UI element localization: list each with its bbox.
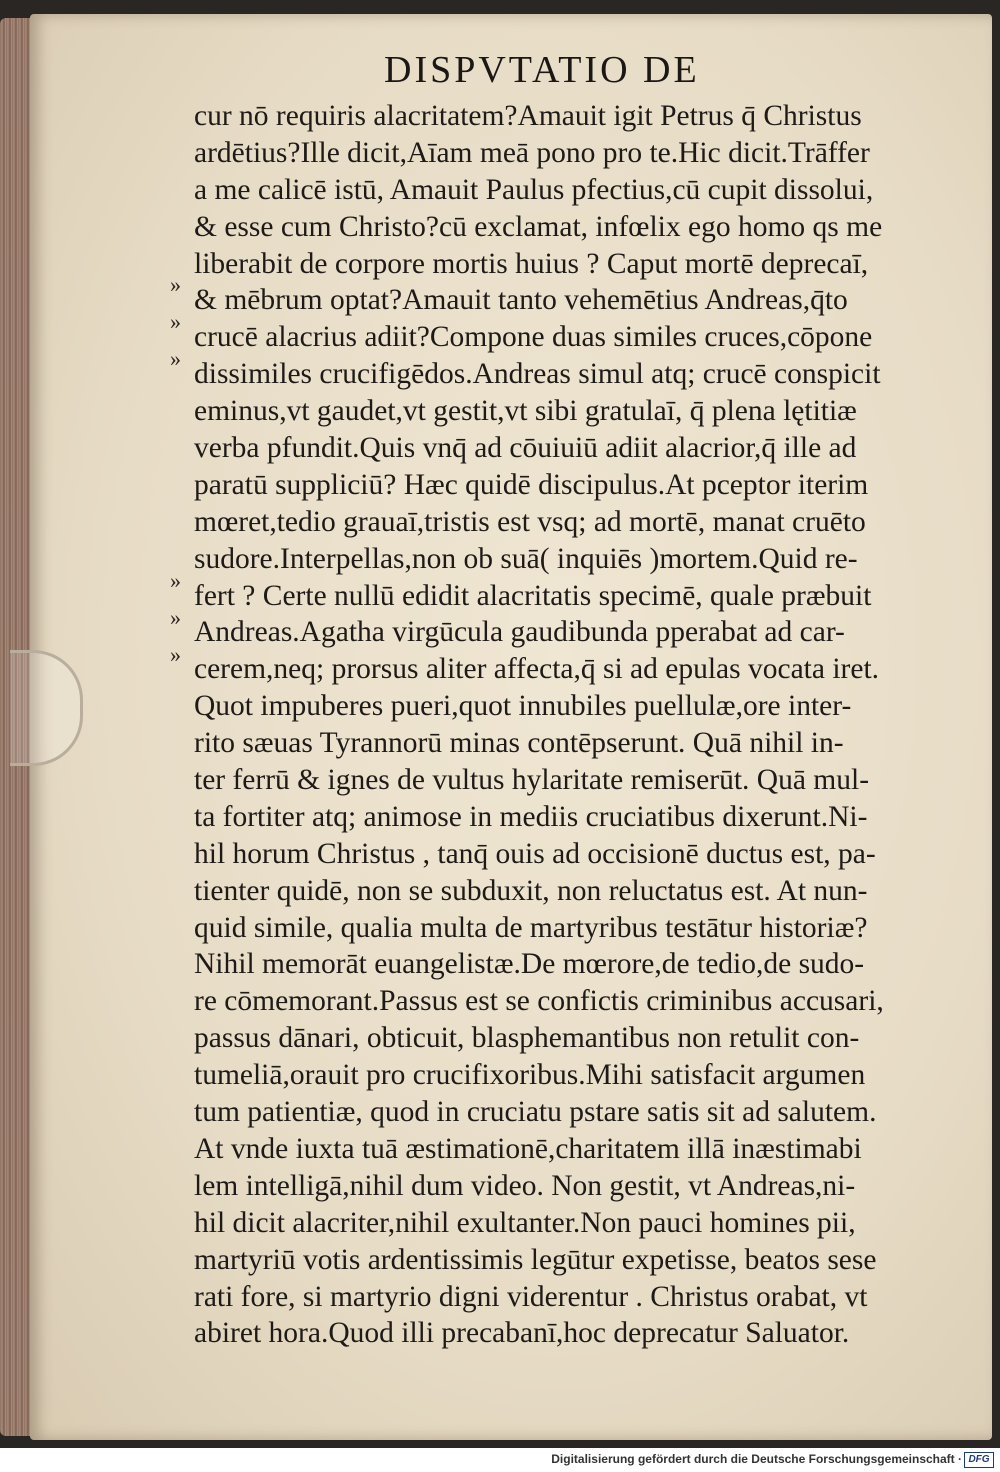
text-line: tumeliā,orauit pro crucifixoribus.Mihi satisfacit argumen [194,1059,866,1092]
text-line: & esse cum Christo?cū exclamat, infœlix ego homo qs me [194,210,883,243]
text-line: dissimiles crucifigēdos.Andreas simul atq; crucē conspicit [194,358,881,391]
text-line: ta fortiter atq; animose in mediis cruciatibus dixerunt.Ni- [194,800,868,833]
text-line: tienter quidē, non se subduxit, non reluctatus est. At nun- [194,874,868,907]
margin-mark: » [170,642,181,667]
margin-mark: » [170,346,181,371]
body-text [194,98,934,1352]
text-line: passus dānari, obticuit, blasphemantibus non retulit con- [194,1022,860,1055]
text-line: lem intelligā,nihil dum video. Non gestit, vt Andreas,ni- [194,1169,856,1202]
text-line: rati fore, si martyrio digni viderentur . Christus orabat, vt [194,1280,868,1313]
text-line: eminus,vt gaudet,vt gestit,vt sibi gratulaī, q̄ plena lętitiæ [194,395,857,428]
running-title: DISPVTATIO DE [384,49,700,91]
dfg-logo: DFG [964,1452,994,1468]
text-line: abiret hora.Quod illi precabanī,hoc deprecatur Saluator. [194,1317,850,1350]
text-line: fert ? Certe nullū edidit alacritatis specimē, quale præbuit [194,579,872,612]
margin-mark: » [170,309,181,334]
text-line: cerem,neq; prorsus aliter affecta,q̄ si ad epulas vocata iret. [194,653,880,686]
margin-mark: » [170,568,181,593]
text-line: rito sæuas Tyrannorū minas contēpserunt. Quā nihil in- [194,727,844,760]
text-line: sudore.Interpellas,non ob suā( inquiēs )mortem.Quid re- [194,542,858,575]
text-line: ardētius?Ille dicit,Aīam meā pono pro te.Hic dicit.Trāffer [194,136,870,169]
text-line: martyriū votis ardentissimis legūtur expetisse, beatos sese [194,1243,877,1276]
text-line: tum patientiæ, quod in cruciatu pstare satis sit ad salutem. [194,1096,877,1129]
text-line: ter ferrū & ignes de vultus hylaritate remiserūt. Quā mul- [194,764,870,797]
margin-mark: » [170,605,181,630]
text-line: paratū suppliciū? Hæc quidē discipulus.At pceptor iterim [194,468,869,501]
funding-credit: Digitalisierung gefördert durch die Deutsche Forschungsgemeinschaft · [551,1452,962,1466]
text-line: liberabit de corpore mortis huius ? Caput mortē deprecaī, [194,247,869,280]
text-line: hil horum Christus , tanq̄ ouis ad occisionē ductus est, pa- [194,837,876,870]
digitization-footer [0,1448,1000,1472]
text-line: cur nō requiris alacritatem?Amauit igit Petrus q̄ Christus [194,100,862,132]
text-line: re cōmemorant.Passus est se confictis criminibus accusari, [194,985,884,1018]
text-line: hil dicit alacriter,nihil exultanter.Non pauci homines pii, [194,1206,856,1239]
text-line: Nihil memorāt euangelistæ.De mœrore,de tedio,de sudo- [194,948,865,981]
text-line: a me calicē istū, Amauit Paulus pfectius,cū cupit dissolui, [194,173,874,206]
text-line: mœret,tedio grauaī,tristis est vsq; ad mortē, manat cruēto [194,505,866,538]
text-line: At vnde iuxta tuā æstimationē,charitatem illā inæstimabi [194,1132,862,1165]
text-line: quid simile, qualia multa de martyribus testātur historiæ? [194,911,868,944]
text-line: crucē alacrius adiit?Compone duas similes cruces,cōpone [194,321,873,354]
text-line: & mēbrum optat?Amauit tanto vehemētius Andreas,q̄to [194,284,848,317]
margin-mark: » [170,272,181,297]
text-line: Andreas.Agatha virgūcula gaudibunda pperabat ad car- [194,616,845,649]
text-line: Quot impuberes pueri,quot innubiles puellulæ,ore inter- [194,690,852,723]
text-line: verba pfundit.Quis vnq̄ ad cōuiuiū adiit alacrior,q̄ ille ad [194,432,857,465]
